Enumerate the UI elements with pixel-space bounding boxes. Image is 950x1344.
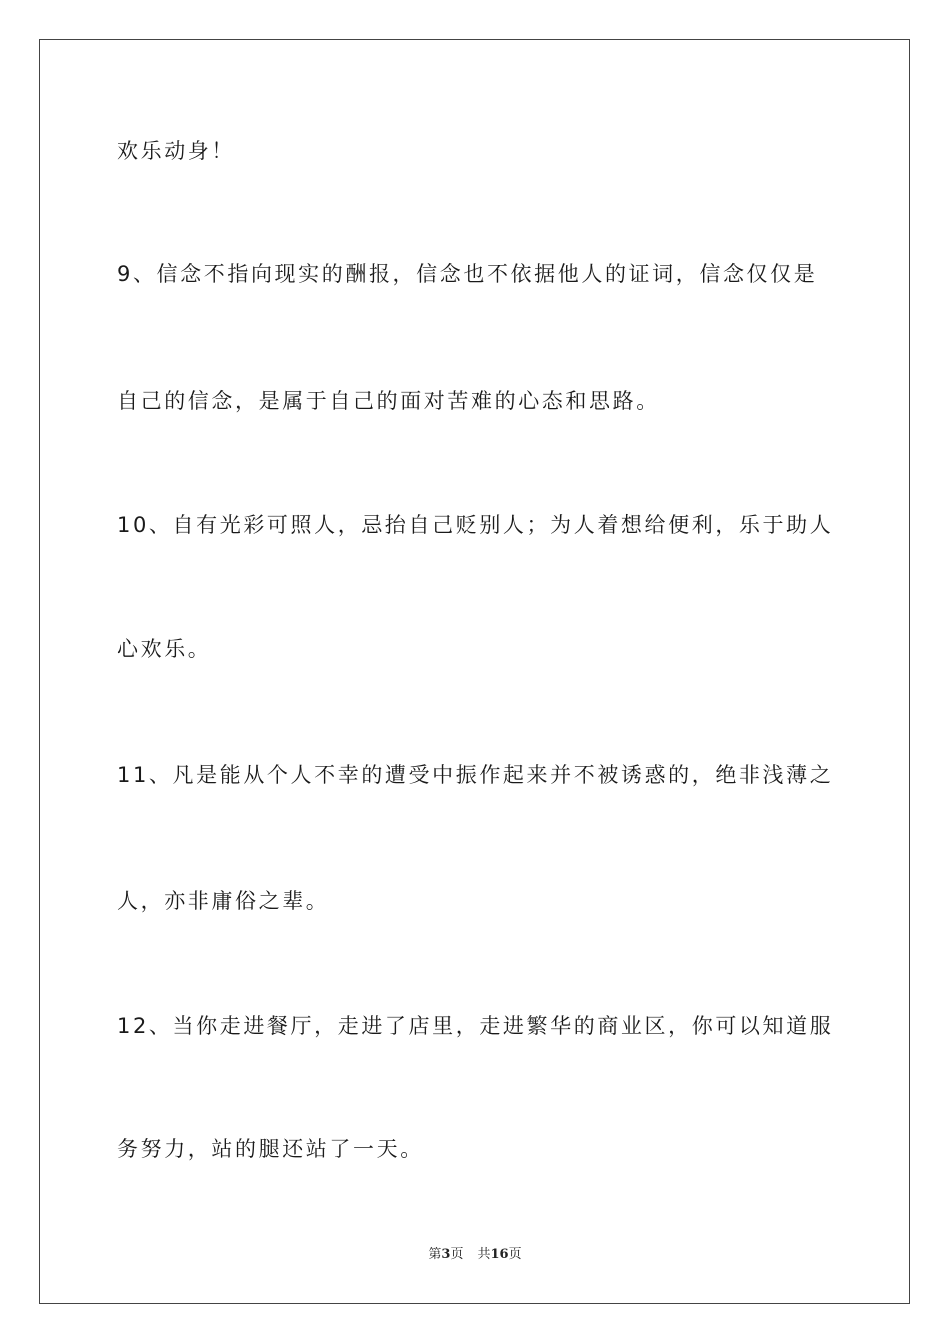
text-line: 自己的信念，是属于自己的面对苦难的心态和思路。 xyxy=(117,389,660,413)
total-suffix: 页 xyxy=(508,1247,522,1262)
page-footer xyxy=(0,1246,950,1264)
page-number: 3 xyxy=(441,1247,451,1262)
text-line: 心欢乐。 xyxy=(117,637,212,661)
text-line: 12、当你走进餐厅，走进了店里，走进繁华的商业区，你可以知道服 xyxy=(117,1014,834,1038)
page-suffix: 页 xyxy=(450,1247,464,1262)
page-border xyxy=(39,39,910,1304)
text-line: 11、凡是能从个人不幸的遭受中振作起来并不被诱惑的，绝非浅薄之 xyxy=(117,763,834,787)
total-pages: 16 xyxy=(490,1247,509,1262)
total-prefix: 共 xyxy=(477,1247,491,1262)
page-prefix: 第 xyxy=(428,1247,442,1262)
text-line: 9、信念不指向现实的酬报，信念也不依据他人的证词，信念仅仅是 xyxy=(117,262,818,286)
text-line: 务努力，站的腿还站了一天。 xyxy=(117,1137,424,1161)
text-line: 10、自有光彩可照人，忌抬自己贬别人；为人着想给便利，乐于助人 xyxy=(117,513,834,537)
text-line: 人，亦非庸俗之辈。 xyxy=(117,889,330,913)
text-line: 欢乐动身！ xyxy=(117,139,235,163)
